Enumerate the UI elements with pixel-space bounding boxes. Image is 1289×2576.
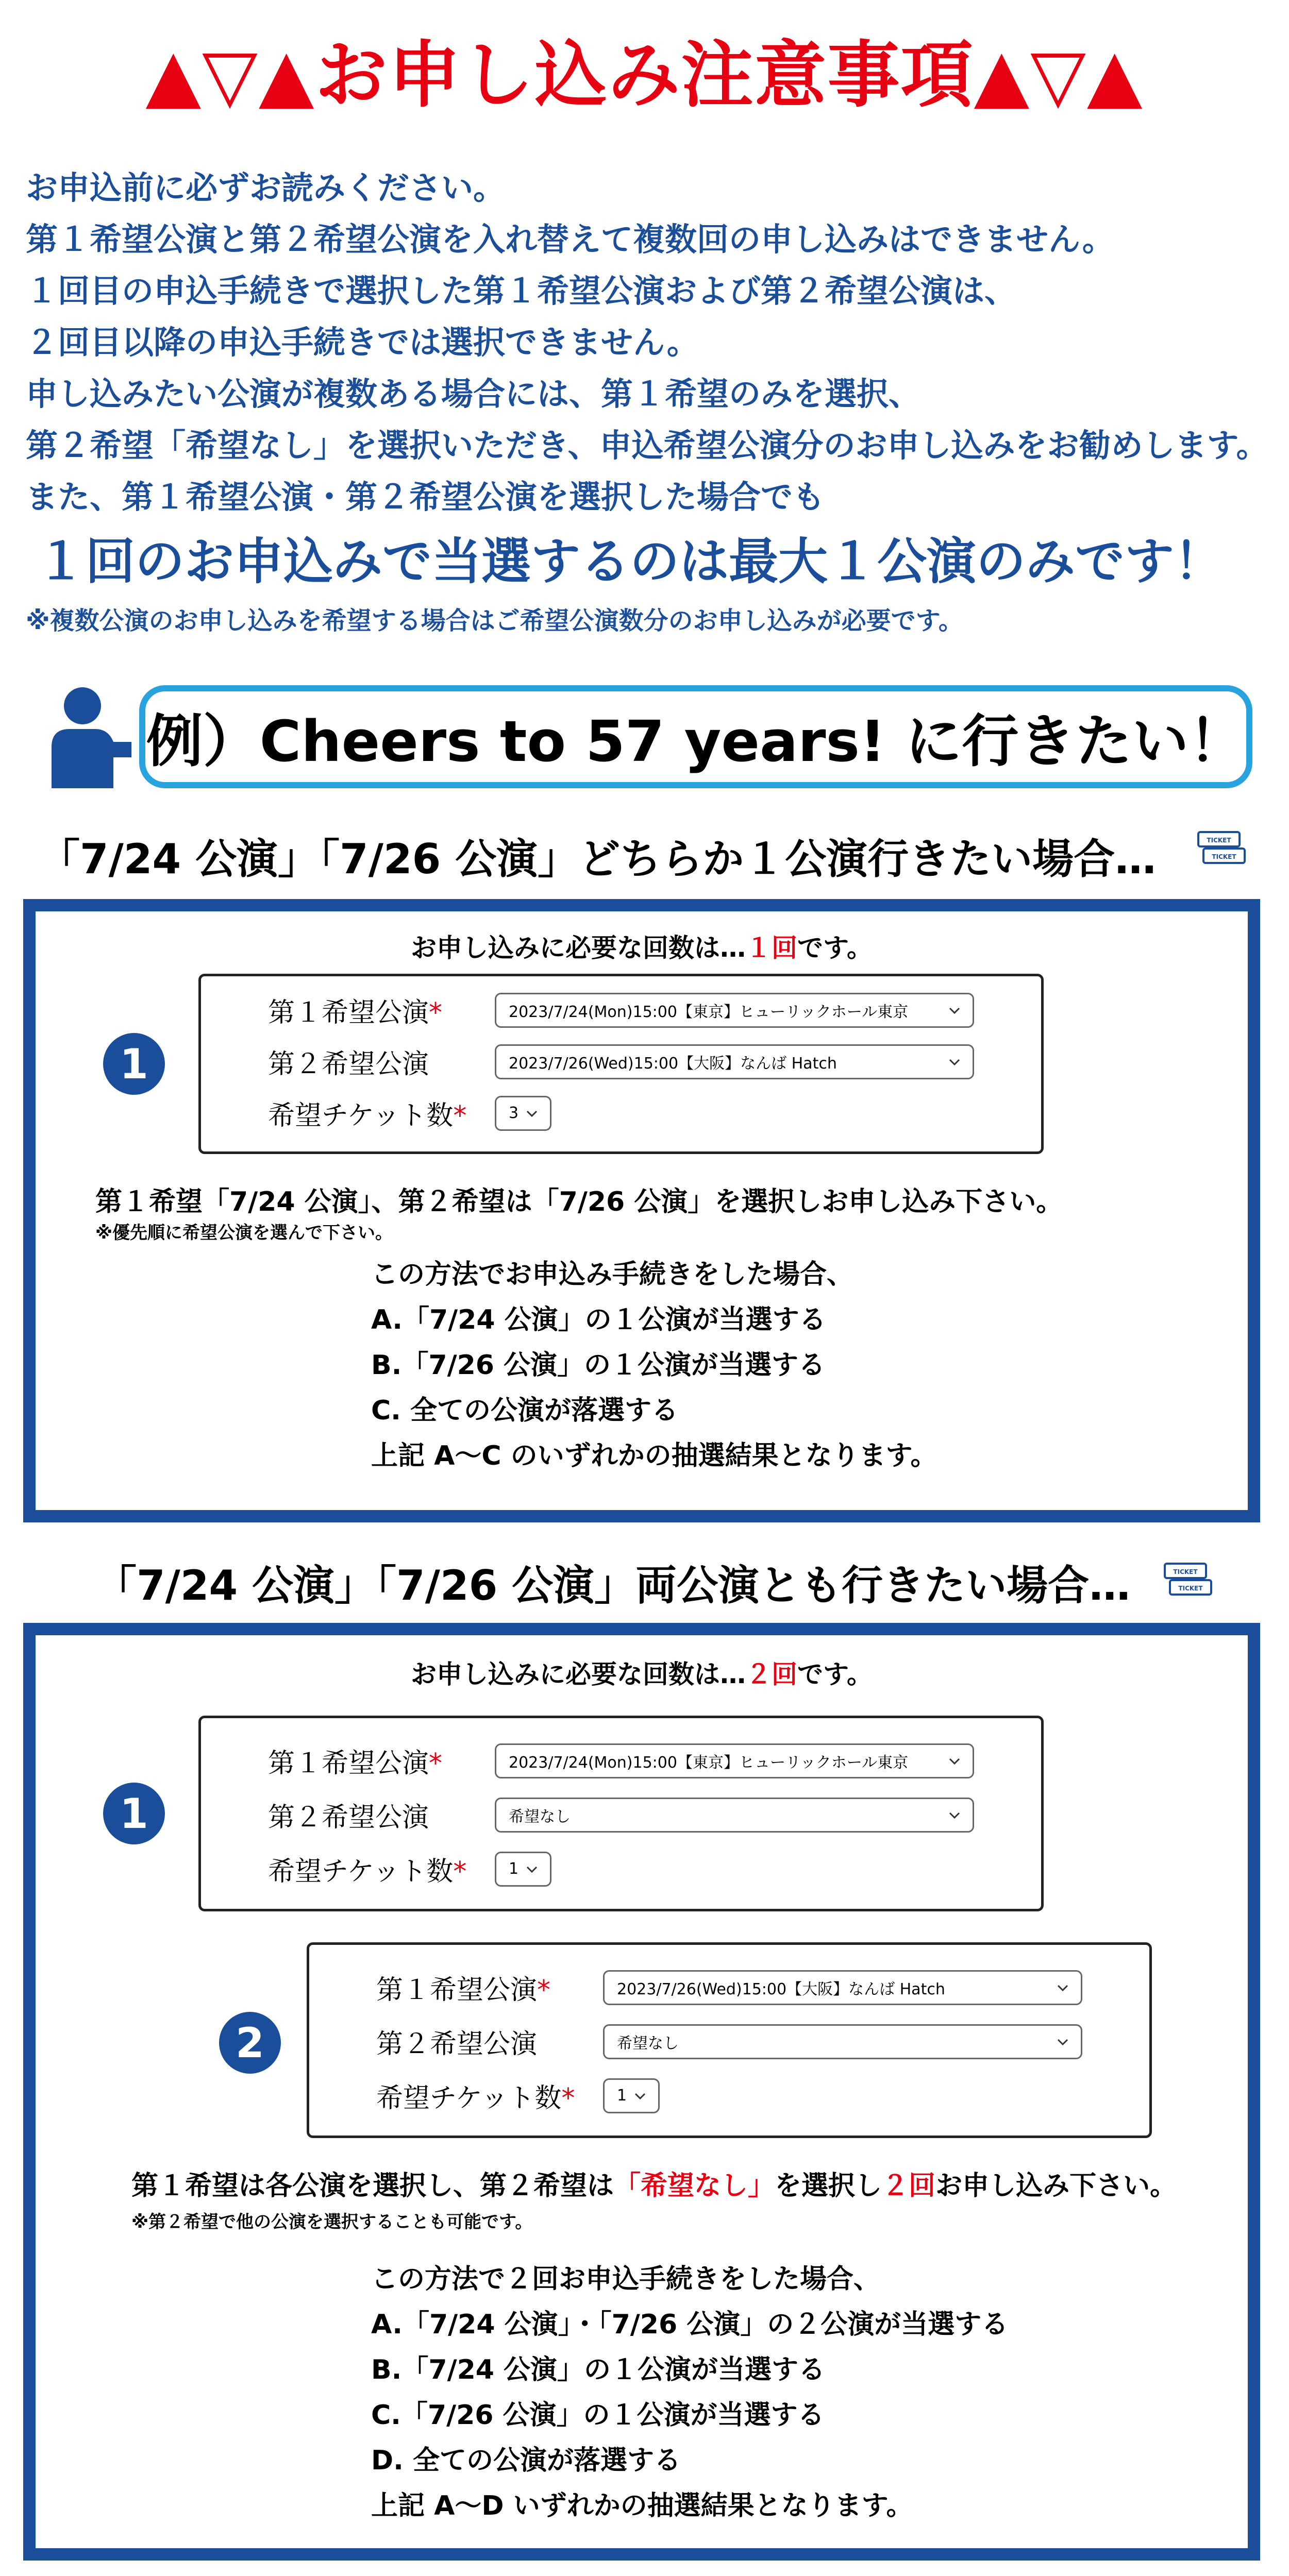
case2-form-2: 第１希望公演* 2023/7/26(Wed)15:00【大阪】なんば Hatch 第２希望公演 希望なし 希望チケット数* 1 xyxy=(307,1942,1152,2138)
intro-line: 申し込みたい公演が複数ある場合には、第１希望のみを選択、 xyxy=(26,375,921,413)
case2-count: お申し込みに必要な回数は…２回です。 xyxy=(411,1659,873,1689)
case2-form-1: 第１希望公演* 2023/7/24(Mon)15:00【東京】ヒューリックホール東京 第２希望公演 希望なし 希望チケット数* 1 xyxy=(198,1716,1044,1911)
chevron-down-icon xyxy=(632,2088,648,2104)
ticket-count-select[interactable]: 1 xyxy=(495,1852,551,1887)
case1-results xyxy=(371,1252,937,1479)
step-2-badge: 2 xyxy=(219,2012,281,2074)
result-line: B.「7/26 公演」の１公演が当選する xyxy=(371,1350,826,1381)
svg-text:TICKET: TICKET xyxy=(1173,1568,1198,1575)
svg-text:TICKET: TICKET xyxy=(1178,1585,1203,1592)
intro-line: １回目の申込手続きで選択した第１希望公演および第２希望公演は、 xyxy=(26,272,1017,310)
page-title: ▲▽▲お申し込み注意事項▲▽▲ xyxy=(145,33,1144,117)
intro-line: 第２希望「希望なし」を選択いただき、申込希望公演分のお申し込みをお勧めします。 xyxy=(26,427,1268,464)
chevron-down-icon xyxy=(524,1106,540,1121)
intro-line: また、第１希望公演・第２希望公演を選択した場合でも xyxy=(26,478,825,516)
second-choice-select[interactable]: 希望なし xyxy=(495,1798,974,1833)
step-1-badge: 1 xyxy=(103,1033,165,1095)
case1-title: 「7/24 公演」「7/26 公演」どちらか１公演行きたい場合… xyxy=(39,835,1157,883)
chevron-down-icon xyxy=(524,1861,540,1877)
intro-notes xyxy=(26,162,1273,641)
chevron-down-icon xyxy=(1055,1980,1070,1995)
case2-instruction: 第１希望は各公演を選択し、第２希望は「希望なし」を選択し２回お申し込み下さい。 xyxy=(131,2171,1177,2201)
presenter-icon xyxy=(46,685,134,793)
ticket-icon xyxy=(1162,1561,1214,1597)
case1-form: 第１希望公演* 2023/7/24(Mon)15:00【東京】ヒューリックホール東京 第２希望公演 2023/7/26(Wed)15:00【大阪】なんば Hatch 希望チケット数* 3 xyxy=(198,974,1044,1154)
first-choice-select[interactable]: 2023/7/24(Mon)15:00【東京】ヒューリックホール東京 xyxy=(495,1743,974,1778)
second-choice-select[interactable]: 希望なし xyxy=(603,2024,1082,2059)
result-line: A.「7/24 公演」の１公演が当選する xyxy=(371,1304,826,1335)
example-banner: 例）Cheers to 57 years! に行きたい！ xyxy=(139,685,1252,788)
chevron-down-icon xyxy=(947,1054,962,1070)
chevron-down-icon xyxy=(947,1003,962,1018)
ticket-count-select[interactable]: 3 xyxy=(495,1096,551,1131)
count-number: １回 xyxy=(746,933,797,963)
ticket-count-select[interactable]: 1 xyxy=(603,2078,660,2113)
chevron-down-icon xyxy=(1055,2034,1070,2049)
result-line: 上記 A〜D いずれかの抽選結果となります。 xyxy=(371,2490,913,2521)
result-line: C.「7/26 公演」の１公演が当選する xyxy=(371,2400,825,2431)
result-line: D. 全ての公演が落選する xyxy=(371,2445,681,2476)
svg-text:TICKET: TICKET xyxy=(1207,837,1231,844)
second-choice-select[interactable]: 2023/7/26(Wed)15:00【大阪】なんば Hatch xyxy=(495,1044,974,1079)
intro-line: お申込前に必ずお読みください。 xyxy=(26,169,506,207)
case2-title: 「7/24 公演」「7/26 公演」両公演とも行きたい場合… xyxy=(95,1562,1131,1609)
case2-note: ※第２希望で他の公演を選択することも可能です。 xyxy=(131,2212,533,2232)
intro-line: ２回目以降の申込手続きでは選択できません。 xyxy=(26,324,699,361)
svg-text:TICKET: TICKET xyxy=(1212,853,1236,860)
case1-instruction: 第１希望「7/24 公演」、第２希望は「7/26 公演」を選択しお申し込み下さい。 xyxy=(95,1187,1063,1217)
result-line: B.「7/24 公演」の１公演が当選する xyxy=(371,2354,826,2385)
case2-results xyxy=(371,2257,1008,2529)
first-choice-select[interactable]: 2023/7/26(Wed)15:00【大阪】なんば Hatch xyxy=(603,1970,1082,2005)
ticket-icon xyxy=(1196,829,1247,866)
chevron-down-icon xyxy=(947,1807,962,1823)
count-number: ２回 xyxy=(746,1659,797,1689)
result-line: この方法でお申込み手続きをした場合、 xyxy=(371,1259,854,1290)
result-line: 上記 A〜C のいずれかの抽選結果となります。 xyxy=(371,1440,938,1471)
first-choice-select[interactable]: 2023/7/24(Mon)15:00【東京】ヒューリックホール東京 xyxy=(495,993,974,1028)
chevron-down-icon xyxy=(947,1753,962,1769)
intro-line: 第１希望公演と第２希望公演を入れ替えて複数回の申し込みはできません。 xyxy=(26,221,1114,258)
intro-highlight: １回のお申込みで当選するのは最大１公演のみです！ xyxy=(36,533,1224,590)
intro-footnote: ※複数公演のお申し込みを希望する場合はご希望公演数分のお申し込みが必要です。 xyxy=(26,606,963,635)
case1-note: ※優先順に希望公演を選んで下さい。 xyxy=(95,1223,393,1243)
step-1-badge: 1 xyxy=(103,1783,165,1844)
case1-count: お申し込みに必要な回数は…１回です。 xyxy=(411,933,873,963)
result-line: C. 全ての公演が落選する xyxy=(371,1395,679,1426)
result-line: この方法で２回お申込手続きをした場合、 xyxy=(371,2264,881,2295)
result-line: A.「7/24 公演」・「7/26 公演」の２公演が当選する xyxy=(371,2309,1009,2340)
